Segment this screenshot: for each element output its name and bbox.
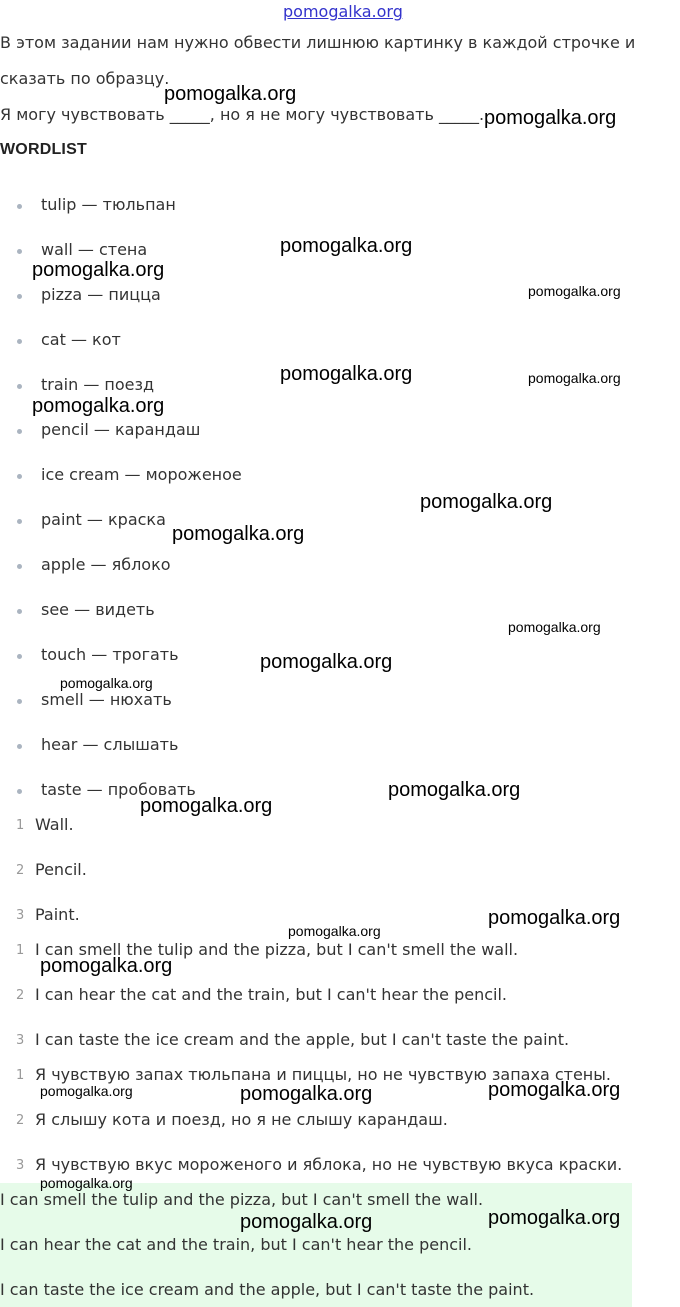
answer-line: I can taste the ice cream and the apple, but I can't taste the paint.	[0, 1280, 535, 1299]
bullet-icon	[17, 654, 22, 659]
watermark: pomogalka.org	[280, 235, 413, 257]
bullet-icon	[17, 564, 22, 569]
list-item: smell — нюхать	[41, 690, 172, 709]
watermark: pomogalka.org	[40, 1175, 133, 1191]
bullet-icon	[17, 204, 22, 209]
intro-line-3: Я могу чувствовать _____, но я не могу чувствовать _____.	[0, 105, 485, 124]
bullet-icon	[17, 519, 22, 524]
list-item: paint — краска	[41, 510, 166, 529]
intro-line-2: сказать по образцу.	[0, 69, 170, 88]
bullet-icon	[17, 249, 22, 254]
watermark: pomogalka.org	[164, 83, 297, 105]
list-item: wall — стена	[41, 240, 148, 259]
watermark: pomogalka.org	[528, 370, 621, 386]
bullet-icon	[17, 384, 22, 389]
bullet-icon	[17, 789, 22, 794]
bullet-icon	[17, 609, 22, 614]
list-item: touch — трогать	[41, 645, 179, 664]
intro-line-1: В этом задании нам нужно обвести лишнюю картинку в каждой строчке и	[0, 33, 636, 52]
watermark: pomogalka.org	[488, 1207, 621, 1229]
bullet-icon	[17, 339, 22, 344]
watermark: pomogalka.org	[528, 283, 621, 299]
watermark: pomogalka.org	[488, 907, 621, 929]
watermark: pomogalka.org	[508, 619, 601, 635]
list-item: pencil — карандаш	[41, 420, 201, 439]
watermark: pomogalka.org	[280, 363, 413, 385]
list-item: Я чувствую вкус мороженого и яблока, но не чувствую вкуса краски.	[35, 1155, 623, 1174]
list-item: see — видеть	[41, 600, 155, 619]
watermark: pomogalka.org	[140, 795, 273, 817]
list-item: train — поезд	[41, 375, 155, 394]
watermark: pomogalka.org	[388, 779, 521, 801]
list-item: ice cream — мороженое	[41, 465, 242, 484]
list-item: I can smell the tulip and the pizza, but I can't smell the wall.	[35, 940, 519, 959]
list-item: apple — яблоко	[41, 555, 171, 574]
item-number: 2	[16, 988, 25, 1003]
item-number: 2	[16, 863, 25, 878]
wordlist-heading: WORDLIST	[0, 141, 87, 158]
list-item: Я чувствую запах тюльпана и пиццы, но не чувствую запаха стены.	[35, 1065, 611, 1084]
item-number: 3	[16, 908, 25, 923]
watermark: pomogalka.org	[40, 1083, 133, 1099]
watermark: pomogalka.org	[288, 923, 381, 939]
bullet-icon	[17, 294, 22, 299]
item-number: 1	[16, 1068, 25, 1083]
answer-line: I can hear the cat and the train, but I can't hear the pencil.	[0, 1235, 473, 1254]
bullet-icon	[17, 429, 22, 434]
list-item: taste — пробовать	[41, 780, 196, 799]
list-item: Я слышу кота и поезд, но я не слышу карандаш.	[35, 1110, 448, 1129]
list-item: Paint.	[35, 905, 80, 924]
watermark: pomogalka.org	[32, 259, 165, 281]
watermark: pomogalka.org	[60, 675, 153, 691]
bullet-icon	[17, 699, 22, 704]
item-number: 1	[16, 818, 25, 833]
item-number: 3	[16, 1158, 25, 1173]
list-item: Pencil.	[35, 860, 87, 879]
watermark: pomogalka.org	[40, 955, 173, 977]
list-item: cat — кот	[41, 330, 121, 349]
watermark: pomogalka.org	[420, 491, 553, 513]
list-item: tulip — тюльпан	[41, 195, 176, 214]
list-item: I can taste the ice cream and the apple, but I can't taste the paint.	[35, 1030, 570, 1049]
watermark: pomogalka.org	[488, 1079, 621, 1101]
bullet-icon	[17, 474, 22, 479]
site-link[interactable]: pomogalka.org	[283, 2, 403, 21]
watermark: pomogalka.org	[240, 1211, 373, 1233]
answer-line: I can smell the tulip and the pizza, but I can't smell the wall.	[0, 1190, 484, 1209]
list-item: Wall.	[35, 815, 74, 834]
list-item: I can hear the cat and the train, but I can't hear the pencil.	[35, 985, 508, 1004]
list-item: hear — слышать	[41, 735, 179, 754]
watermark: pomogalka.org	[260, 651, 393, 673]
watermark: pomogalka.org	[240, 1083, 373, 1105]
item-number: 3	[16, 1033, 25, 1048]
list-item: pizza — пицца	[41, 285, 161, 304]
item-number: 2	[16, 1113, 25, 1128]
watermark: pomogalka.org	[32, 395, 165, 417]
item-number: 1	[16, 943, 25, 958]
bullet-icon	[17, 744, 22, 749]
watermark: pomogalka.org	[172, 523, 305, 545]
watermark: pomogalka.org	[484, 107, 617, 129]
